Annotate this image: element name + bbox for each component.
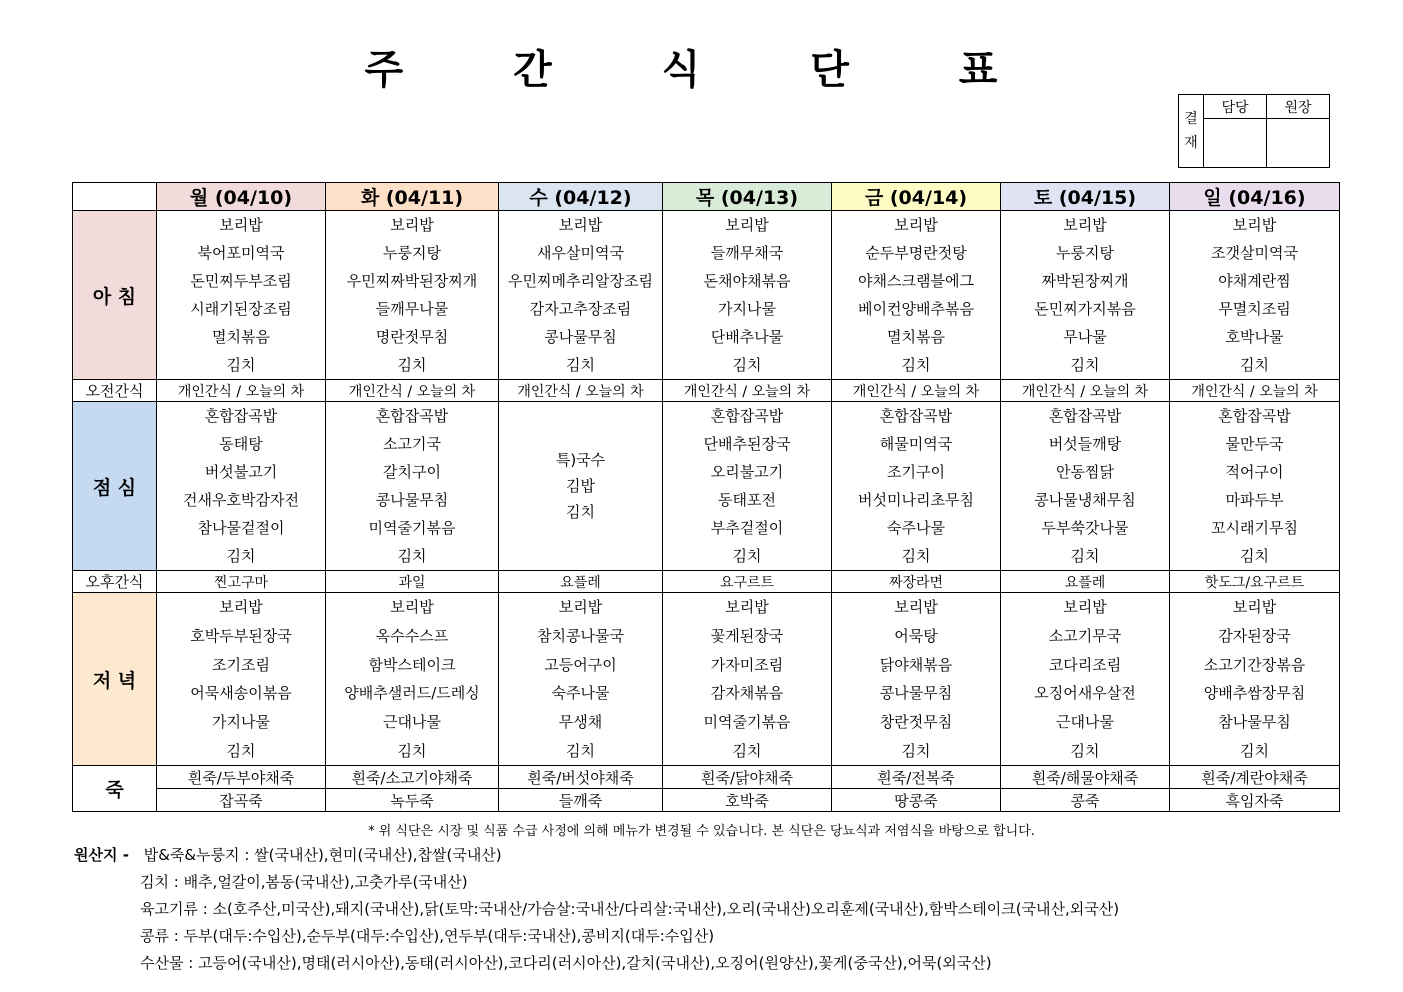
dish-item: 건새우호박감자전 <box>183 491 299 509</box>
snack-cell: 찐고구마 <box>157 571 326 593</box>
meal-cell <box>663 402 832 571</box>
juk-cell: 흰죽/두부야채죽 <box>157 766 326 789</box>
dish-item: 명란젓무침 <box>375 328 449 346</box>
dish-item: 코다리조림 <box>1048 655 1122 674</box>
page-title: 주 간 식 단 표 <box>364 47 1046 93</box>
origin-label: 원산지 - <box>74 846 129 864</box>
dish-item: 혼합잡곡밥 <box>710 407 784 425</box>
row-label-juk: 죽 <box>73 766 157 812</box>
snack-cell: 핫도그/요구르트 <box>1170 571 1340 593</box>
dish-item: 야채스크램블에그 <box>858 272 974 290</box>
dish-item: 부추겉절이 <box>710 519 784 537</box>
snack-cell: 요구르트 <box>663 571 832 593</box>
meal-cell <box>1170 402 1340 571</box>
row-label-dinner: 저 녁 <box>73 593 157 766</box>
dish-item: 근대나물 <box>1056 712 1114 731</box>
menu-table <box>72 182 1340 812</box>
dish-item: 조기구이 <box>887 463 945 481</box>
meal-cell <box>326 402 499 571</box>
dish-list <box>157 402 325 570</box>
dish-item: 보리밥 <box>1063 216 1107 234</box>
dish-item: 호박두부된장국 <box>190 626 292 645</box>
dish-item: 버섯불고기 <box>204 463 278 481</box>
dish-item: 김치 <box>1070 356 1100 374</box>
row-label-afternoon_snack: 오후간식 <box>73 571 157 593</box>
dish-item: 소고기간장볶음 <box>1203 655 1306 674</box>
dish-item: 콩나물냉채무침 <box>1034 491 1136 509</box>
day-header: 월 (04/10) <box>157 183 326 211</box>
meal-cell <box>663 593 832 766</box>
dish-item: 조갯살미역국 <box>1211 244 1298 262</box>
meal-cell <box>832 211 1001 380</box>
dish-list <box>499 593 662 765</box>
dish-list <box>326 402 498 570</box>
dish-list <box>1001 593 1169 765</box>
dish-item: 보리밥 <box>558 598 603 617</box>
dish-item: 혼합잡곡밥 <box>879 407 953 425</box>
day-header: 토 (04/15) <box>1001 183 1170 211</box>
dish-item: 김치 <box>397 741 427 760</box>
dish-item: 누룽지탕 <box>1056 244 1114 262</box>
dish-list <box>1170 593 1339 765</box>
dish-item: 김치 <box>1070 547 1100 565</box>
dish-item: 창란젓무침 <box>879 712 953 731</box>
dish-item: 마파두부 <box>1225 491 1284 509</box>
dish-item: 보리밥 <box>1232 216 1277 234</box>
dish-item: 김치 <box>566 356 595 374</box>
snack-cell: 과일 <box>326 571 499 593</box>
approval-sign-director <box>1267 119 1330 168</box>
juk-cell: 녹두죽 <box>326 789 499 812</box>
dish-item: 멸치볶음 <box>212 328 270 346</box>
dish-item: 적어구이 <box>1225 463 1284 481</box>
dish-item: 야채계란찜 <box>1218 272 1291 290</box>
row-label-lunch: 점 심 <box>73 402 157 571</box>
dish-item: 김치 <box>901 741 931 760</box>
day-header: 목 (04/13) <box>663 183 832 211</box>
dish-item: 어묵탕 <box>894 626 938 645</box>
dish-item: 가지나물 <box>212 712 270 731</box>
dish-list <box>832 211 1000 379</box>
dish-item: 보리밥 <box>219 216 263 234</box>
dish-item: 보리밥 <box>1063 598 1107 617</box>
dish-item: 북어포미역국 <box>197 244 285 262</box>
dish-item: 무나물 <box>1063 328 1107 346</box>
dish-item: 콩나물무침 <box>375 491 449 509</box>
dish-item: 가지나물 <box>718 300 776 318</box>
dish-item: 김치 <box>1240 741 1269 760</box>
dish-item: 보리밥 <box>894 598 938 617</box>
snack-cell: 개인간식 / 오늘의 차 <box>663 380 832 402</box>
origin-line: 김치 : 배추,얼갈이,봄동(국내산),고춧가루(국내산) <box>140 873 468 891</box>
dish-item: 보리밥 <box>725 598 769 617</box>
row-label-morning_snack: 오전간식 <box>73 380 157 402</box>
dish-item: 보리밥 <box>725 216 769 234</box>
snack-cell: 요플레 <box>1001 571 1170 593</box>
dish-item: 우민찌짜박된장찌개 <box>346 272 478 290</box>
dish-item: 김치 <box>566 503 595 521</box>
meal-cell <box>663 211 832 380</box>
origin-line: 수산물 : 고등어(국내산),명태(러시아산),동태(러시아산),코다리(러시아산),갈치(국내산),오징어(원양산),꽃게(중국산),어묵(외국산) <box>140 954 992 972</box>
dish-list <box>663 402 831 570</box>
dish-item: 옥수수스프 <box>375 626 449 645</box>
dish-item: 보리밥 <box>219 598 263 617</box>
dish-item: 보리밥 <box>558 216 603 234</box>
meal-cell <box>832 593 1001 766</box>
dish-item: 두부쑥갓나물 <box>1041 519 1129 537</box>
dish-item: 버섯미나리초무침 <box>858 491 974 509</box>
dish-item: 단배추된장국 <box>703 435 791 453</box>
dish-item: 오징어새우살전 <box>1034 684 1136 703</box>
day-header: 화 (04/11) <box>326 183 499 211</box>
dish-item: 콩나물무침 <box>879 684 953 703</box>
dish-item: 짜박된장찌개 <box>1041 272 1129 290</box>
dish-item: 김치 <box>226 356 256 374</box>
dish-list <box>326 593 498 765</box>
dish-item: 보리밥 <box>390 216 434 234</box>
dish-item: 혼합잡곡밥 <box>1048 407 1122 425</box>
snack-cell: 개인간식 / 오늘의 차 <box>157 380 326 402</box>
dish-item: 동태탕 <box>219 435 263 453</box>
juk-cell: 흰죽/닭야채죽 <box>663 766 832 789</box>
juk-cell: 들깨죽 <box>499 789 663 812</box>
juk-cell: 흰죽/전복죽 <box>832 766 1001 789</box>
dish-item: 김치 <box>1240 547 1269 565</box>
dish-item: 보리밥 <box>894 216 938 234</box>
dish-item: 참나물무침 <box>1218 712 1291 731</box>
dish-item: 버섯들깨탕 <box>1048 435 1122 453</box>
dish-item: 닭야채볶음 <box>879 655 953 674</box>
origin-line: 육고기류 : 소(호주산,미국산),돼지(국내산),닭(토막:국내산/가슴살:국내산/다리살:국내산),오리(국내산)오리훈제(국내산),함박스테이크(국내산,외국산) <box>140 900 1120 918</box>
juk-cell: 흰죽/해물야채죽 <box>1001 766 1170 789</box>
dish-item: 근대나물 <box>383 712 441 731</box>
dish-list <box>832 402 1000 570</box>
dish-item: 참치콩나물국 <box>537 626 624 645</box>
dish-item: 오리불고기 <box>710 463 784 481</box>
dish-item: 소고기국 <box>383 435 441 453</box>
juk-cell: 잡곡죽 <box>157 789 326 812</box>
meal-cell <box>157 402 326 571</box>
dish-item: 김치 <box>732 356 762 374</box>
corner-cell <box>73 183 157 211</box>
dish-item: 특)국수 <box>555 451 606 469</box>
menu-note: * 위 식단은 시장 및 식품 수급 사정에 의해 메뉴가 변경될 수 있습니다. 본 식단은 당뇨식과 저염식을 바탕으로 합니다. <box>368 824 1035 839</box>
dish-list <box>1170 402 1339 570</box>
juk-cell: 호박죽 <box>663 789 832 812</box>
dish-item: 돈채야채볶음 <box>703 272 791 290</box>
day-header: 수 (04/12) <box>499 183 663 211</box>
origin-line: 밥&죽&누룽지 : 쌀(국내산),현미(국내산),찹쌀(국내산) <box>143 846 502 864</box>
dish-item: 김밥 <box>566 477 595 495</box>
juk-cell: 흰죽/버섯야채죽 <box>499 766 663 789</box>
meal-cell <box>499 593 663 766</box>
dish-item: 동태포전 <box>718 491 776 509</box>
meal-cell <box>832 402 1001 571</box>
juk-cell: 땅콩죽 <box>832 789 1001 812</box>
dish-item: 호박나물 <box>1225 328 1284 346</box>
dish-item: 감자된장국 <box>1218 626 1291 645</box>
dish-item: 어묵새송이볶음 <box>190 684 292 703</box>
meal-cell <box>157 211 326 380</box>
dish-item: 미역줄기볶음 <box>368 519 456 537</box>
dish-item: 김치 <box>397 547 427 565</box>
approval-box <box>1178 94 1330 168</box>
dish-list <box>1170 211 1339 379</box>
meal-cell <box>326 593 499 766</box>
dish-item: 김치 <box>226 547 256 565</box>
approval-side-label-1: 결 <box>1184 111 1198 127</box>
dish-item: 콩나물무침 <box>544 328 617 346</box>
snack-cell: 요플레 <box>499 571 663 593</box>
dish-item: 혼합잡곡밥 <box>1218 407 1291 425</box>
snack-cell: 짜장라면 <box>832 571 1001 593</box>
juk-cell: 콩죽 <box>1001 789 1170 812</box>
dish-item: 감자채볶음 <box>710 684 784 703</box>
snack-cell: 개인간식 / 오늘의 차 <box>832 380 1001 402</box>
dish-item: 들깨무나물 <box>375 300 449 318</box>
approval-col-director: 원장 <box>1267 95 1330 119</box>
meal-cell <box>1001 211 1170 380</box>
approval-col-manager: 담당 <box>1204 95 1267 119</box>
dish-item: 새우살미역국 <box>537 244 624 262</box>
dish-item: 김치 <box>566 741 595 760</box>
meal-cell <box>1001 593 1170 766</box>
approval-side-label-2: 재 <box>1184 135 1198 151</box>
juk-cell: 흑임자죽 <box>1170 789 1340 812</box>
dish-list <box>1001 402 1169 570</box>
meal-cell <box>499 211 663 380</box>
snack-cell: 개인간식 / 오늘의 차 <box>1170 380 1340 402</box>
dish-list <box>499 402 662 570</box>
dish-item: 안동찜닭 <box>1056 463 1114 481</box>
dish-item: 우민찌메추리알장조림 <box>508 272 653 290</box>
dish-item: 물만두국 <box>1225 435 1284 453</box>
dish-item: 김치 <box>901 356 931 374</box>
dish-list <box>157 593 325 765</box>
dish-list <box>157 211 325 379</box>
dish-item: 김치 <box>732 547 762 565</box>
meal-cell <box>157 593 326 766</box>
dish-item: 들깨무채국 <box>710 244 784 262</box>
dish-item: 보리밥 <box>390 598 434 617</box>
dish-item: 혼합잡곡밥 <box>204 407 278 425</box>
dish-item: 가자미조림 <box>710 655 784 674</box>
dish-list <box>832 593 1000 765</box>
dish-item: 누룽지탕 <box>383 244 441 262</box>
juk-cell: 흰죽/계란야채죽 <box>1170 766 1340 789</box>
meal-cell <box>1170 593 1340 766</box>
snack-cell: 개인간식 / 오늘의 차 <box>326 380 499 402</box>
day-header: 금 (04/14) <box>832 183 1001 211</box>
dish-item: 김치 <box>1240 356 1269 374</box>
dish-item: 해물미역국 <box>879 435 953 453</box>
dish-item: 양배추쌈장무침 <box>1203 684 1306 703</box>
dish-item: 숙주나물 <box>887 519 945 537</box>
dish-list <box>499 211 662 379</box>
snack-cell: 개인간식 / 오늘의 차 <box>499 380 663 402</box>
dish-item: 양배추샐러드/드레싱 <box>344 684 480 703</box>
dish-item: 소고기무국 <box>1048 626 1122 645</box>
dish-item: 갈치구이 <box>383 463 441 481</box>
dish-item: 무생채 <box>558 712 603 731</box>
dish-item: 베이컨양배추볶음 <box>858 300 974 318</box>
dish-item: 멸치볶음 <box>887 328 945 346</box>
meal-cell <box>499 402 663 571</box>
dish-item: 숙주나물 <box>551 684 610 703</box>
dish-item: 함박스테이크 <box>368 655 456 674</box>
dish-item: 무멸치조림 <box>1218 300 1291 318</box>
dish-item: 돈민찌가지볶음 <box>1034 300 1136 318</box>
origin-section <box>74 842 1119 977</box>
dish-item: 조기조림 <box>212 655 270 674</box>
snack-cell: 개인간식 / 오늘의 차 <box>1001 380 1170 402</box>
dish-list <box>326 211 498 379</box>
dish-item: 돈민찌두부조림 <box>190 272 292 290</box>
origin-line: 콩류 : 두부(대두:수입산),순두부(대두:수입산),연두부(대두:국내산),콩비지(대두:수입산) <box>140 927 715 945</box>
dish-item: 순두부명란젓탕 <box>865 244 967 262</box>
dish-item: 김치 <box>397 356 427 374</box>
dish-item: 고등어구이 <box>544 655 617 674</box>
approval-sign-manager <box>1204 119 1267 168</box>
dish-item: 시래기된장조림 <box>190 300 292 318</box>
dish-item: 미역줄기볶음 <box>703 712 791 731</box>
meal-cell <box>1170 211 1340 380</box>
day-header: 일 (04/16) <box>1170 183 1340 211</box>
meal-cell <box>1001 402 1170 571</box>
dish-item: 감자고추장조림 <box>529 300 632 318</box>
dish-item: 꽃게된장국 <box>710 626 784 645</box>
dish-list <box>1001 211 1169 379</box>
approval-side-label <box>1179 95 1204 168</box>
dish-item: 참나물겉절이 <box>197 519 285 537</box>
dish-item: 김치 <box>226 741 256 760</box>
dish-item: 혼합잡곡밥 <box>375 407 449 425</box>
meal-cell <box>326 211 499 380</box>
dish-item: 김치 <box>1070 741 1100 760</box>
dish-item: 김치 <box>901 547 931 565</box>
dish-item: 꼬시래기무침 <box>1211 519 1298 537</box>
dish-item: 김치 <box>732 741 762 760</box>
juk-cell: 흰죽/소고기야채죽 <box>326 766 499 789</box>
row-label-breakfast: 아 침 <box>73 211 157 380</box>
dish-item: 보리밥 <box>1232 598 1277 617</box>
dish-item: 단배추나물 <box>710 328 784 346</box>
dish-list <box>663 211 831 379</box>
dish-list <box>663 593 831 765</box>
